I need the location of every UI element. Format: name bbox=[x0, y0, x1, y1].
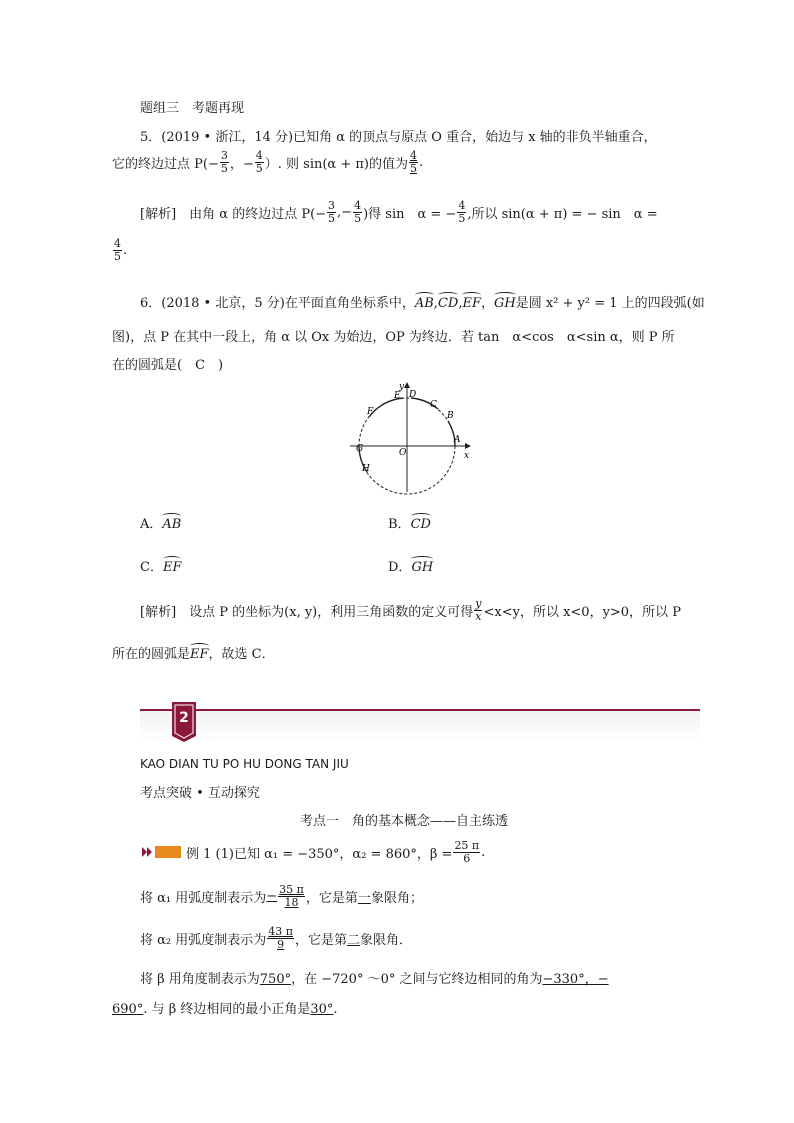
y-axis-arrow bbox=[404, 382, 410, 388]
label-o: O bbox=[399, 448, 407, 458]
q6-line2: 图)，点 P 在其中一段上，角 α 以 Ox 为始边，OP 为终边．若 tan α<cos α<sin α，则 P 所 bbox=[112, 330, 675, 345]
option-a: A．AB bbox=[140, 517, 182, 532]
label-y: y bbox=[399, 382, 405, 392]
example-line1: 例 1 (1)已知 α₁ = −350°，α₂ = 860°，β = $\frac{25 \pi}{6}$ . bbox=[186, 839, 486, 865]
example-line2: 将 α₁ 用弧度制表示为 − $\frac{35 \pi}{18}$ ，它是第 一 象限角； bbox=[140, 883, 423, 909]
example-line3: 将 α₂ 用弧度制表示为 $\frac{43 \pi}{9}$ ，它是第 二 象限角． bbox=[140, 925, 413, 951]
section-number-ribbon bbox=[172, 702, 196, 742]
q5-solution: [解析] 由角 α 的终边过点 P(− $\frac{3}{5}$ ,− $\frac{4}{5}$ )得 sin α = − $\frac{4}{5}$ ,所以 sin(α + π) = − sin α = bbox=[140, 199, 658, 225]
label-a: A bbox=[454, 435, 461, 445]
q6-line1: 6．(2018 • 北京，5 分)在平面直角坐标系中，AB,CD,EF，GH是圆 x² + y² = 1 上的四段弧(如 bbox=[140, 296, 705, 311]
section-title: 题组三 考题再现 bbox=[140, 101, 245, 116]
example-line4: 将 β 用角度制表示为750°，在 −720° ～0° 之间与它终边相同的角为−330°，− bbox=[140, 972, 609, 987]
q6-solution: [解析] 设点 P 的坐标为(x, y)，利用三角函数的定义可得 $\frac{y}{x}$ <x<y，所以 x<0，y>0，所以 P bbox=[140, 597, 681, 623]
section-header-background bbox=[140, 711, 700, 743]
q6-answer: C bbox=[195, 358, 206, 373]
q6-line3: 在的圆弧是( C ) bbox=[112, 358, 224, 373]
x-axis-arrow bbox=[465, 443, 471, 449]
q5-line2: 它的终边过点 P(− $\frac{3}{5}$ ，− $\frac{4}{5}$ ）. 则 sin(α + π)的值为 $\frac{4}{5}$ . bbox=[112, 149, 424, 175]
label-f: F bbox=[367, 407, 374, 417]
label-d: D bbox=[409, 390, 417, 400]
label-x: x bbox=[464, 451, 470, 461]
label-e: E bbox=[394, 391, 401, 401]
option-b: B．CD bbox=[388, 517, 431, 532]
unit-circle-figure bbox=[345, 380, 475, 495]
section-header-rule bbox=[140, 709, 700, 711]
option-d: D．GH bbox=[388, 560, 434, 575]
fraction: $\frac{3}{5}$ bbox=[220, 149, 228, 175]
label-h: H bbox=[362, 464, 370, 474]
label-b: B bbox=[447, 411, 454, 421]
q5-line1: 5．(2019 • 浙江，14 分)已知角 α 的顶点与原点 O 重合，始边与 x 轴的非负半轴重合， bbox=[140, 130, 657, 145]
part-subtitle: 考点一 角的基本概念——自主练透 bbox=[300, 814, 509, 829]
section-number: 2 bbox=[179, 710, 189, 726]
q5-solution-tail: $\frac{4}{5}$ . bbox=[114, 237, 128, 263]
q5-answer: $\frac{4}{5}$ bbox=[410, 149, 417, 175]
example-line5: 690°. 与 β 终边相同的最小正角是30°. bbox=[112, 1002, 338, 1017]
pinyin-heading: KAO DIAN TU PO HU DONG TAN JIU bbox=[140, 757, 349, 771]
q6-solution-line2: 所在的圆弧是EF，故选 C． bbox=[112, 647, 275, 662]
label-g: G bbox=[356, 444, 364, 454]
part-title: 考点突破 • 互动探究 bbox=[140, 786, 260, 801]
label-c: C bbox=[430, 400, 437, 410]
example-marker-icon bbox=[142, 845, 182, 859]
option-c: C．EF bbox=[140, 560, 182, 575]
fraction: $\frac{4}{5}$ bbox=[255, 149, 263, 175]
